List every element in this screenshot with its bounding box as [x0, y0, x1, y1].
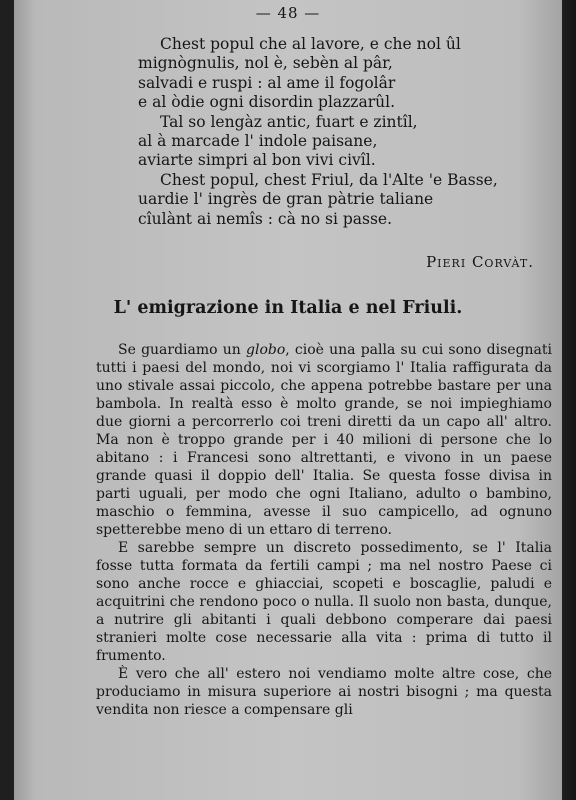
emphasized-word: globo	[246, 342, 286, 358]
page-number: — 48 —	[255, 4, 321, 22]
poem-line: uardie l' ingrès de gran pàtrie taliane	[138, 190, 434, 209]
paragraph: È vero che all' estero noi vendiamo molte altre cose, che produciamo in misura superiore ai nostri bisogni ; ma questa vendita non riesce a compensare gli	[96, 666, 552, 718]
article-body	[96, 341, 552, 719]
poem-line: Tal so lengàz antic, fuart e zintîl,	[160, 112, 418, 131]
paragraph	[96, 341, 552, 539]
poem-line: Chest popul, chest Friul, da l'Alte 'e Basse,	[160, 170, 498, 189]
poem	[138, 35, 558, 229]
poem-line: Chest popul che al lavore, e che nol ûl	[160, 35, 461, 53]
poem-signature: Pieri Corvàt.	[426, 253, 534, 271]
poem-line: mignògnulis, nol è, sebèn al pâr,	[138, 54, 393, 73]
poem-line: e al òdie ogni disordin plazzarûl.	[138, 93, 395, 112]
poem-line: aviarte simpri al bon vivi civîl.	[138, 151, 376, 170]
paragraph-text: , cioè una palla su cui sono disegnati tutti i paesi del mondo, noi vi scorgiamo l' Italia raffigurata da uno stivale assai piccolo, che appena potrebbe bastare per una bambola. In realtà esso è molto grande, se noi impieghiamo due giorni a percorrerlo coi treni diretti da un capo all' altro. Ma non è troppo grande per i 40 milioni di persone che lo abitano : i Francesi sono altrettanti, e vivono in un paese grande quasi il doppio dell' Italia. Se questa fosse divisa in parti uguali, per modo che ogni Italiano, adulto o bambino, maschio o femmina, avesse il suo campicello, ad ognuno spetterebbe meno di un ettaro di terreno.	[96, 342, 552, 538]
paragraph: E sarebbe sempre un discreto possedimento, se l' Italia fosse tutta formata da fertili campi ; ma nel nostro Paese ci sono anche rocce e ghiacciai, scopeti e boscaglie, paludi e acquitrini che rendono poco o nulla. Il suolo non basta, dunque, a nutrire gli abitanti i quali debbono comperare dai paesi stranieri molte cose necessarie alla vita : prima di tutto il frumento.	[96, 540, 552, 664]
book-page	[14, 0, 562, 800]
article-title: L' emigrazione in Italia e nel Friuli.	[113, 298, 463, 318]
poem-line: al à marcade l' indole paisane,	[138, 132, 378, 151]
binding-shadow	[562, 0, 576, 800]
poem-line: salvadi e ruspi : al ame il fogolâr	[138, 73, 396, 92]
paragraph-text: Se guardiamo un	[118, 342, 246, 358]
poem-line: cîulànt ai nemîs : cà no si passe.	[138, 209, 393, 228]
